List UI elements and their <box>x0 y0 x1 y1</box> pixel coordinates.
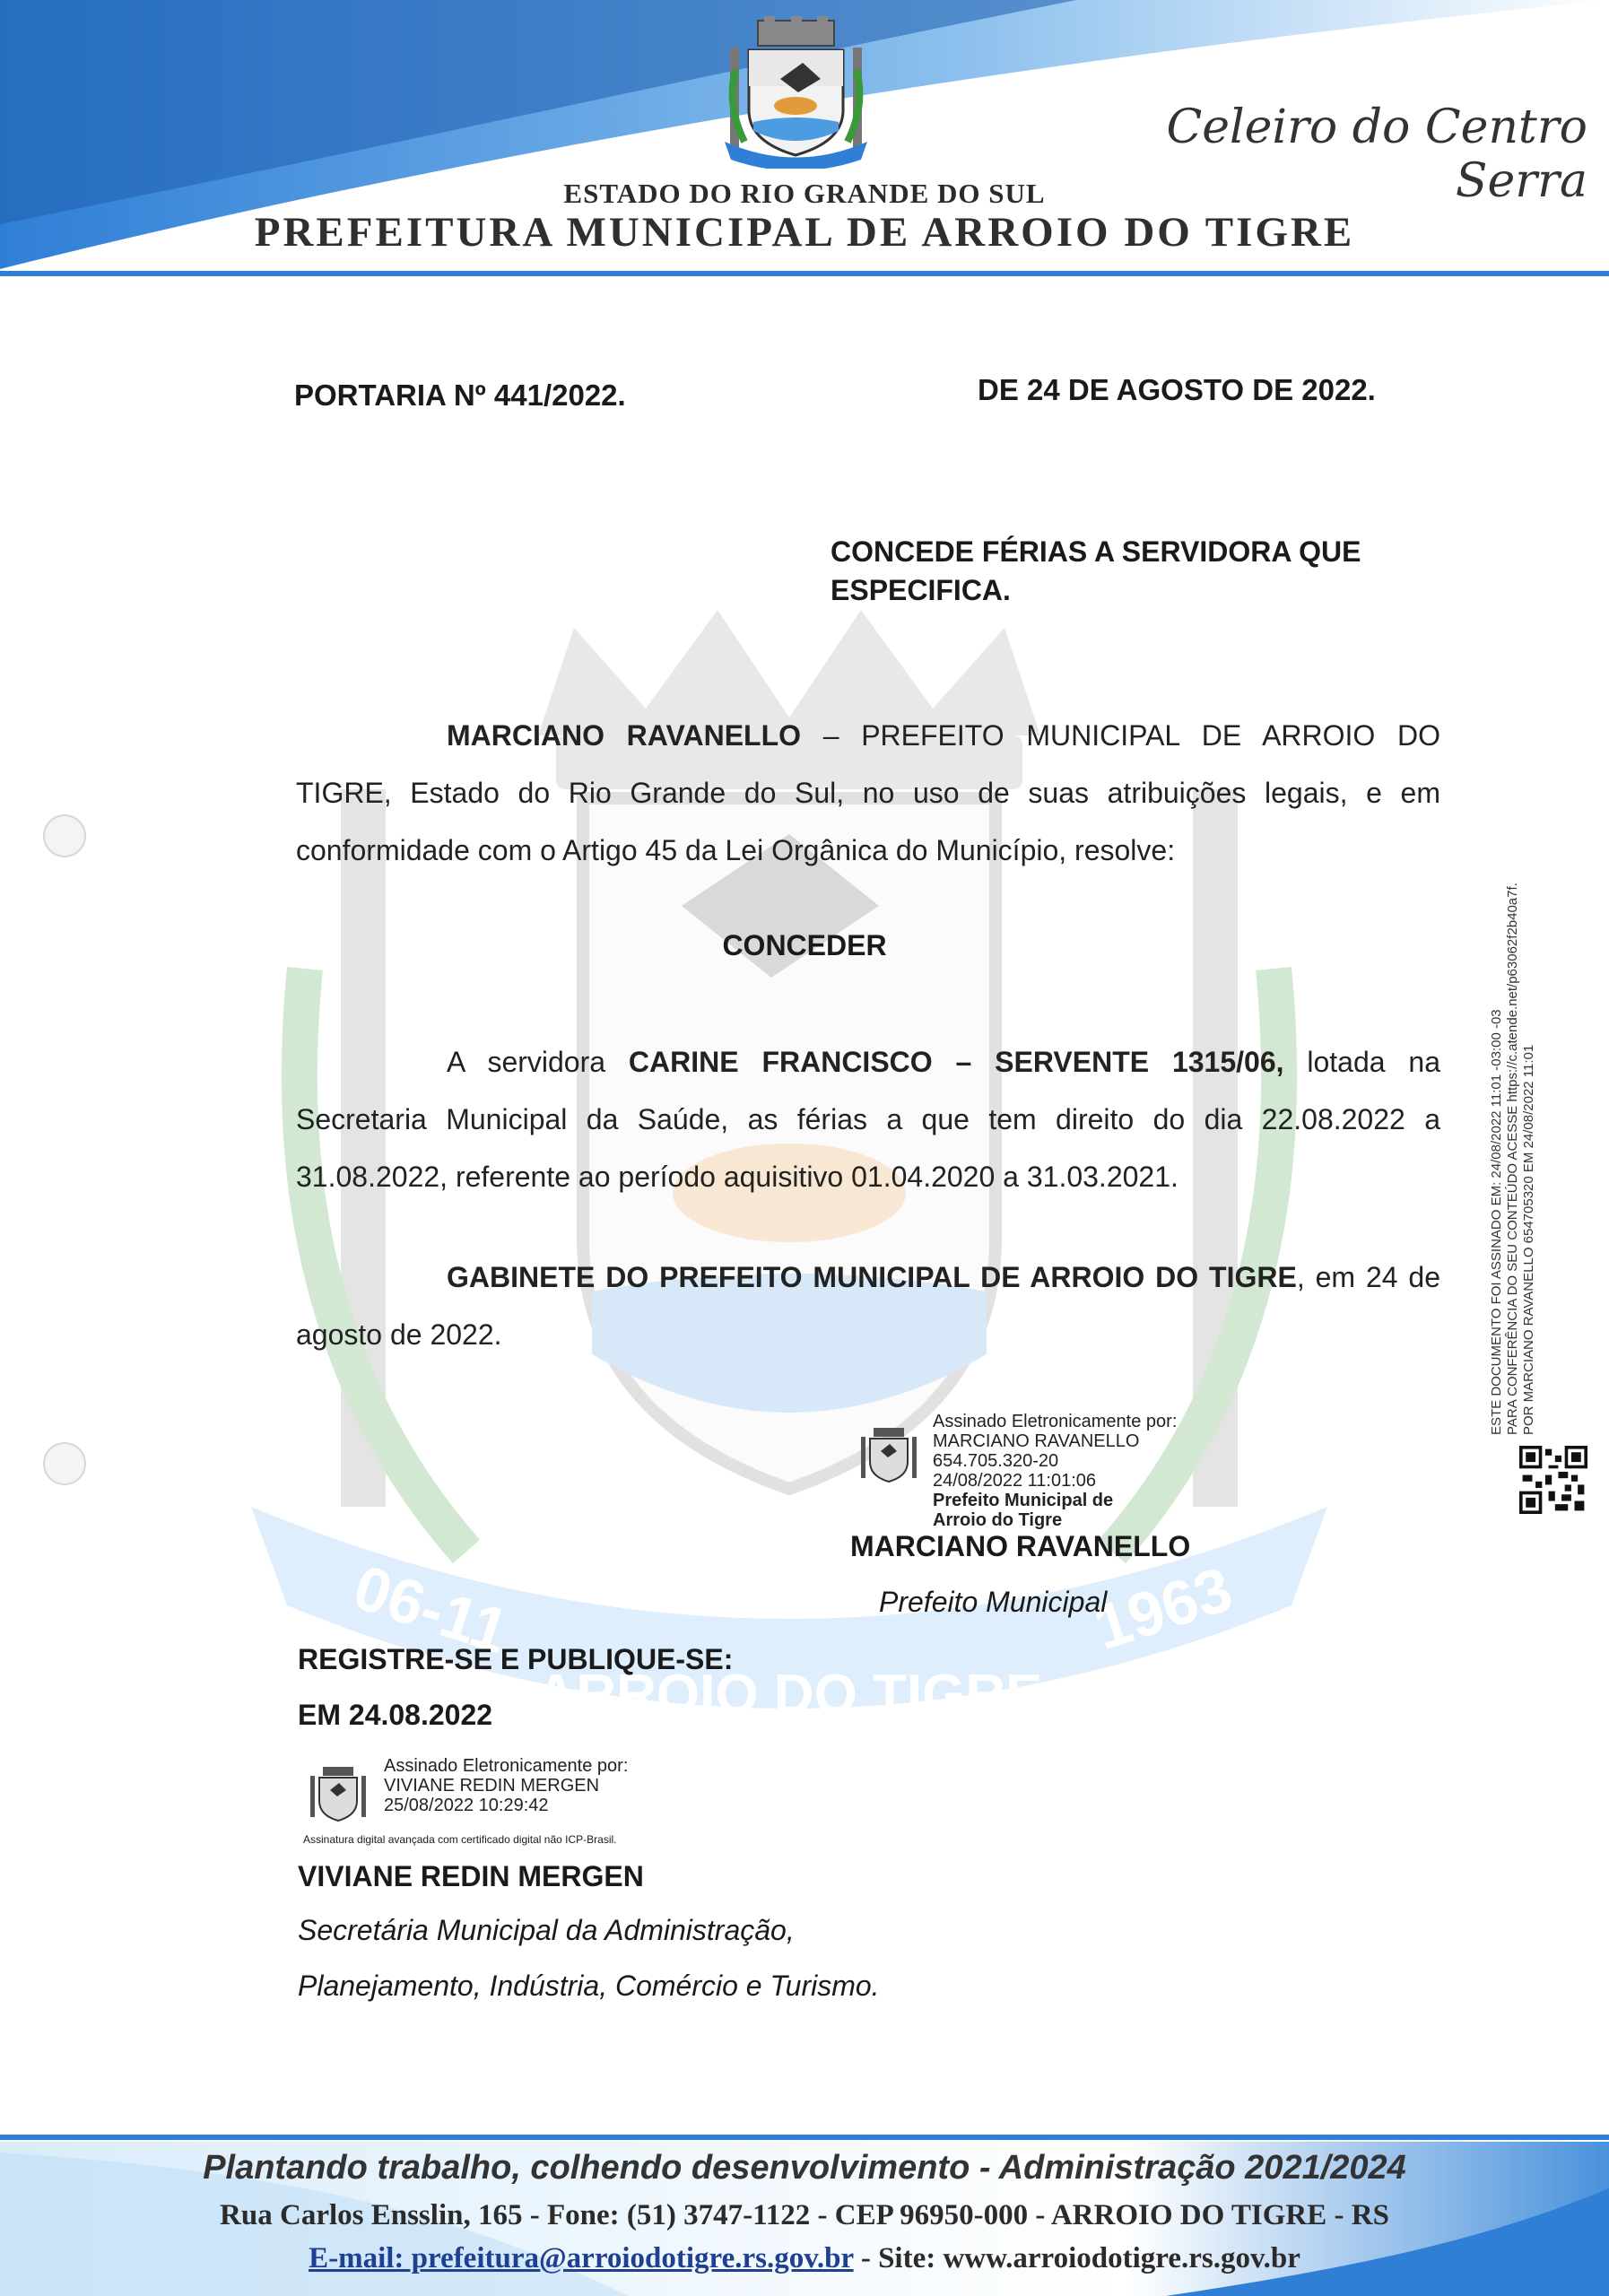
footer-site: - Site: www.arroiodotigre.rs.gov.br <box>853 2242 1300 2274</box>
conceder-heading: CONCEDER <box>722 929 887 961</box>
footer-email-link[interactable]: E-mail: prefeitura@arroiodotigre.rs.gov.br <box>309 2242 854 2274</box>
portaria-number: PORTARIA Nº 441/2022. <box>294 378 626 412</box>
verification-side-text: ESTE DOCUMENTO FOI ASSINADO EM: 24/08/2022 11:01 -03:00 -03 PARA CONFERÊNCIA DO SEU CONTEÚDO ACESSE https://c.atende.net/p63062f2b40a7f. POR MARCIANO RAVANELLO 654705320 EM 24/08/2022 11:01 <box>1489 883 1536 1435</box>
closing-paragraph: GABINETE DO PREFEITO MUNICIPAL DE ARROIO DO TIGRE, em 24 de agosto de 2022. <box>296 1261 1441 1351</box>
grant-paragraph: A servidora CARINE FRANCISCO – SERVENTE 1315/06, lotada na Secretaria Municipal da Saúde, as férias a que tem direito do dia 22.08.2022 a 31.08.2022, referente ao período aquisitivo 01.04.2020 a 31.03.2021. <box>296 1046 1440 1193</box>
portaria-summary: CONCEDE FÉRIAS A SERVIDORA QUE ESPECIFICA. <box>831 535 1361 606</box>
punch-hole <box>43 1442 86 1485</box>
punch-hole <box>43 814 86 857</box>
mayor-signature-role: Prefeito Municipal <box>879 1586 1108 1618</box>
signature-note: Assinatura digital avançada com certificado digital não ICP-Brasil. <box>303 1833 617 1846</box>
secretary-role-line1: Secretária Municipal da Administração, <box>298 1914 795 1946</box>
footer-slogan: Plantando trabalho, colhendo desenvolvimento - Administração 2021/2024 <box>203 2149 1406 2187</box>
preamble-paragraph: MARCIANO RAVANELLO – PREFEITO MUNICIPAL DE ARROIO DO TIGRE, Estado do Rio Grande do Sul, no uso de suas atribuições legais, e em conformidade com o Artigo 45 da Lei Orgânica do Município, resolve: <box>296 719 1440 866</box>
state-name: ESTADO DO RIO GRANDE DO SUL <box>563 178 1046 209</box>
portaria-date: DE 24 DE AGOSTO DE 2022. <box>978 373 1376 406</box>
motto: Celeiro do Centro Serra <box>1166 100 1587 208</box>
watermark-banner-left: 06-11 <box>345 1552 517 1667</box>
footer-address: Rua Carlos Ensslin, 165 - Fone: (51) 3747-1122 - CEP 96950-000 - ARROIO DO TIGRE - RS <box>220 2199 1389 2231</box>
secretary-signature-name: VIVIANE REDIN MERGEN <box>298 1860 644 1892</box>
employee-name: CARINE FRANCISCO – SERVENTE 1315/06, <box>628 1046 1284 1078</box>
footer-contact <box>0 2242 1609 2275</box>
qr-code-icon[interactable] <box>1519 1446 1587 1514</box>
signature-stamp-secretary: Assinado Eletronicamente por: VIVIANE REDIN MERGEN 25/08/2022 10:29:42 <box>384 1756 629 1815</box>
mayor-name: MARCIANO RAVANELLO <box>447 719 802 752</box>
watermark-banner-right: 1963 <box>1085 1552 1240 1664</box>
municipal-crest-logo <box>718 16 874 169</box>
prefeitura-name: PREFEITURA MUNICIPAL DE ARROIO DO TIGRE <box>254 209 1355 256</box>
signature-stamp-mayor: Assinado Eletronicamente por: MARCIANO RAVANELLO 654.705.320-20 24/08/2022 11:01:06 Prefeito Municipal de Arroio do Tigre <box>933 1412 1178 1530</box>
signature-seal-icon <box>857 1424 920 1487</box>
registre-date: EM 24.08.2022 <box>298 1699 493 1731</box>
secretary-role-line2: Planejamento, Indústria, Comércio e Turismo. <box>298 1970 880 2002</box>
watermark-banner-center: ARROIO DO TIGRE <box>535 1664 1043 1726</box>
mayor-signature-name: MARCIANO RAVANELLO <box>850 1530 1191 1562</box>
registre-heading: REGISTRE-SE E PUBLIQUE-SE: <box>298 1643 734 1675</box>
signature-seal-icon <box>307 1763 370 1826</box>
